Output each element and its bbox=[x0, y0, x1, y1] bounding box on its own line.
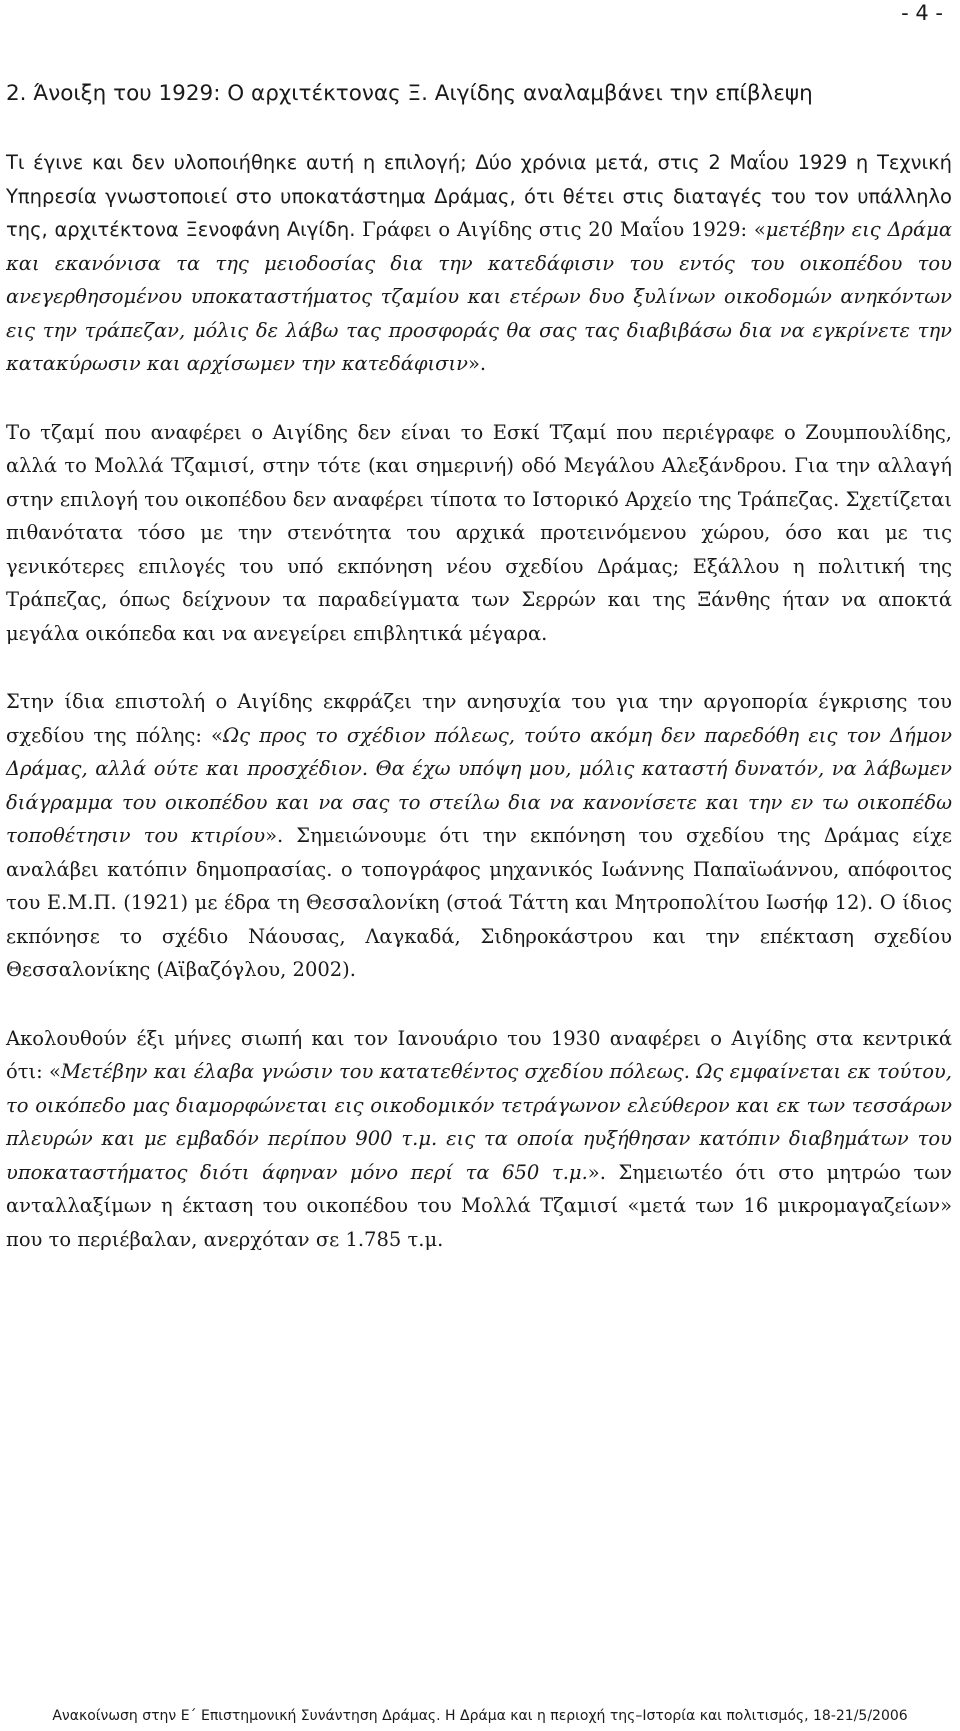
paragraph-2: Το τζαμί που αναφέρει ο Αιγίδης δεν είναι το Εσκί Τζαμί που περιέγραφε ο Ζουμπουλίδης, αλλά το Μολλά Τζαμισί, στην τότε (και σημερινή) οδό Μεγάλου Αλεξάνδρου. Για την αλλαγή στην επιλογή του οικοπέδου δεν αναφέρει τίποτα το Ιστορικό Αρχείο της Τράπεζας. Σχετίζεται πιθανότατα τόσο με την στενότητα του αρχικά προτεινόμενου χώρου, όσο και με τις γενικότερες επιλογές του υπό εκπόνηση νέου σχεδίου Δράμας; Εξάλλου η πολιτική της Τράπεζας, όπως δείχνουν τα παραδείγματα των Σερρών και της Ξάνθης ήταν να αποκτά μεγάλα οικόπεδα και να ανεγείρει επιβλητικά μέγαρα. bbox=[6, 420, 952, 645]
paragraph-3-lead: Στην ίδια επιστολή ο Αιγίδης εκφράζει την ανησυχία του για την αργοπορία έγκρισης του σχεδίου της πόλης: « bbox=[6, 690, 952, 747]
paragraph-4 bbox=[6, 1022, 952, 1257]
paragraph-4-lead: Ακολουθούν έξι μήνες σιωπή και τον Ιανουάριο του 1930 αναφέρει ο Αιγίδης στα κεντρικά ότι: « bbox=[6, 1026, 952, 1083]
paragraph-1 bbox=[6, 146, 952, 381]
paragraph-1-intro: Τι έγινε και δεν υλοποιήθηκε αυτή η επιλογή; Δύο χρόνια μετά, στις 2 Μαΐου 1929 η Τεχνική Υπηρεσία γνωστοποιεί στο υποκατάστημα Δράμας, ότι θέτει στις διαταγές του τον υπάλληλο της, αρχιτέκτονα Ξενοφάνη Αιγίδη. bbox=[6, 151, 952, 241]
document-body bbox=[6, 146, 952, 1291]
paragraph-3-quote: Ως προς το σχέδιον πόλεως, τούτο ακόμη δεν παρεδόθη εις τον Δήμον Δράμας, αλλά ούτε και προσχέδιον. Θα έχω υπόψη μου, μόλις καταστή δυνατόν, να λάβωμεν διάγραμμα του οικοπέδου και να σας το στείλω δια να κανονίσετε και την εν τω οικοπέδω τοποθέτησιν του κτιρίου bbox=[6, 723, 953, 847]
paragraph-1-lead: Γράφει ο Αιγίδης στις 20 Μαΐου 1929: « bbox=[362, 218, 766, 241]
section-heading: 2. Άνοιξη του 1929: Ο αρχιτέκτονας Ξ. Αιγίδης αναλαμβάνει την επίβλεψη bbox=[6, 81, 813, 106]
paragraph-3-rest: ». Σημειώνουμε ότι την εκπόνηση του σχεδίου της Δράμας είχε αναλάβει κατόπιν δημοπρασίας. ο τοπογράφος μηχανικός Ιωάννης Παπαϊωάννου, απόφοιτος του Ε.Μ.Π. (1921) με έδρα τη Θεσσαλονίκη (στοά Τάττη και Μητροπολίτου Ιωσήφ 12). Ο ίδιος εκπόνησε το σχέδιο Νάουσας, Λαγκαδά, Σιδηροκάστρου και την επέκταση σχεδίου Θεσσαλονίκης (Αϊβαζόγλου, 2002). bbox=[6, 824, 952, 981]
paragraph-1-close: ». bbox=[467, 352, 487, 375]
page-footer: Ανακοίνωση στην Ε΄ Επιστημονική Συνάντηση Δράμας. Η Δράμα και η περιοχή της–Ιστορία και πολιτισμός, 18-21/5/2006 bbox=[52, 1708, 908, 1724]
paragraph-1-quote: μετέβην εις Δράμα και εκανόνισα τα της μειοδοσίας δια την κατεδάφισιν του εντός του οικοπέδου του ανεγερθησομένου υποκαταστήματος τζαμίου και ετέρων δυο ξυλίνων οικοδομών ανηκόντων εις την τράπεζαν, μόλις δε λάβω τας προσφοράς θα σας τας διαβιβάσω δια να εγκρίνετε την κατακύρωσιν και αρχίσωμεν την κατεδάφισιν bbox=[6, 218, 952, 375]
paragraph-3 bbox=[6, 685, 952, 987]
page-number: - 4 - bbox=[901, 1, 943, 25]
paragraph-4-quote: Μετέβην και έλαβα γνώσιν του κατατεθέντος σχεδίου πόλεως. Ως εμφαίνεται εκ τούτου, το οικόπεδο μας διαμορφώνεται εις οικοδομικόν τετράγωνον ελεύθερον και εκ των τεσσάρων πλευρών και με εμβαδόν περίπου 900 τ.μ. εις τα οποία ηυξήθησαν κατόπιν διαβημάτων του υποκαταστήματος διότι άφηναν μόνο περί τα 650 τ.μ. bbox=[6, 1060, 952, 1184]
paragraph-4-rest: ». Σημειωτέο ότι στο μητρώο των ανταλλαξίμων η έκταση του οικοπέδου του Μολλά Τζαμισί «μετά των 16 μικρομαγαζείων» που το περιέβαλαν, ανερχόταν σε 1.785 τ.μ. bbox=[6, 1160, 952, 1251]
